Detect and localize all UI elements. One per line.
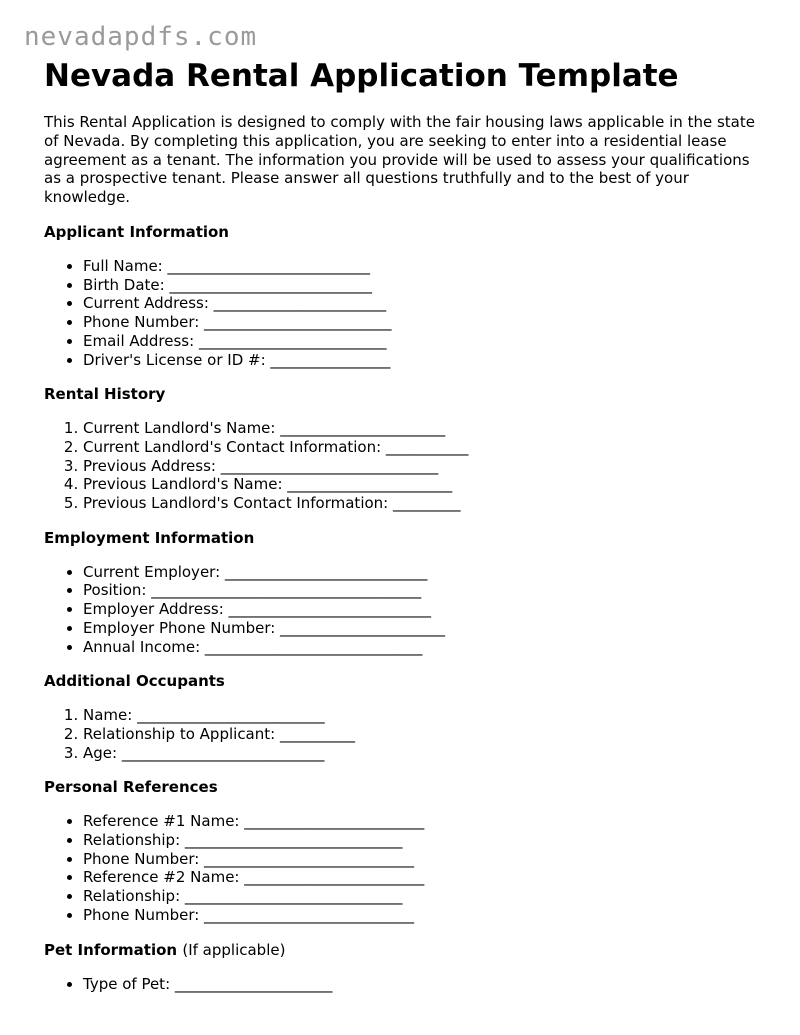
list-item: • Email Address: _________________________ <box>83 332 764 351</box>
references-list <box>44 812 764 924</box>
watermark: nevadapdfs.com <box>24 22 258 52</box>
section-heading-references: Personal References <box>44 778 218 797</box>
list-item: • Birth Date: ___________________________ <box>83 276 764 295</box>
occupants-list <box>44 706 764 762</box>
list-item: • Type of Pet: _____________________ <box>83 975 764 994</box>
list-item: • Current Address: _______________________ <box>83 294 764 313</box>
list-item: • Current Employer: ___________________________ <box>83 563 764 582</box>
section-heading-pets-label: Pet Information <box>44 940 178 959</box>
intro-paragraph: This Rental Application is designed to comply with the fair housing laws applicable in the state of Nevada. By completing this application, you are seeking to enter into a residential lease agreement as a tenant. The information you provide will be used to assess your qualifications as a prospective tenant. Please answer all questions truthfully and to the best of your knowledge. <box>44 113 755 207</box>
list-item: • Phone Number: _________________________ <box>83 313 764 332</box>
section-heading-pets <box>44 941 764 959</box>
list-item: • Annual Income: _____________________________ <box>83 638 764 657</box>
list-item: 5. Previous Landlord's Contact Information: _________ <box>83 494 764 513</box>
list-item: 2. Relationship to Applicant: __________ <box>83 725 764 744</box>
section-heading-rental-history: Rental History <box>44 385 166 404</box>
applicant-list <box>44 257 764 369</box>
list-item: 2. Current Landlord's Contact Information: ___________ <box>83 438 764 457</box>
section-heading-occupants: Additional Occupants <box>44 672 225 691</box>
list-item: • Phone Number: ____________________________ <box>83 906 764 925</box>
section-heading-applicant: Applicant Information <box>44 222 229 241</box>
list-item: • Relationship: _____________________________ <box>83 887 764 906</box>
list-item: • Employer Address: ___________________________ <box>83 600 764 619</box>
page-title: Nevada Rental Application Template <box>44 58 679 94</box>
list-item: 1. Current Landlord's Name: ______________________ <box>83 419 764 438</box>
section-heading-employment: Employment Information <box>44 528 255 547</box>
list-item: • Position: ____________________________________ <box>83 581 764 600</box>
list-item: • Reference #1 Name: ________________________ <box>83 812 764 831</box>
list-item: • Relationship: _____________________________ <box>83 831 764 850</box>
pets-list <box>44 975 764 994</box>
list-item: 1. Name: _________________________ <box>83 706 764 725</box>
list-item: • Reference #2 Name: ________________________ <box>83 868 764 887</box>
list-item: 4. Previous Landlord's Name: ______________________ <box>83 475 764 494</box>
list-item: • Driver's License or ID #: ________________ <box>83 351 764 370</box>
list-item: • Employer Phone Number: ______________________ <box>83 619 764 638</box>
list-item: • Phone Number: ____________________________ <box>83 850 764 869</box>
rental-history-list <box>44 419 764 513</box>
employment-list <box>44 563 764 657</box>
document-page <box>44 56 764 993</box>
section-heading-pets-note: (If applicable) <box>182 940 286 959</box>
list-item: 3. Previous Address: _____________________________ <box>83 457 764 476</box>
list-item: 3. Age: ___________________________ <box>83 744 764 763</box>
list-item: • Full Name: ___________________________ <box>83 257 764 276</box>
